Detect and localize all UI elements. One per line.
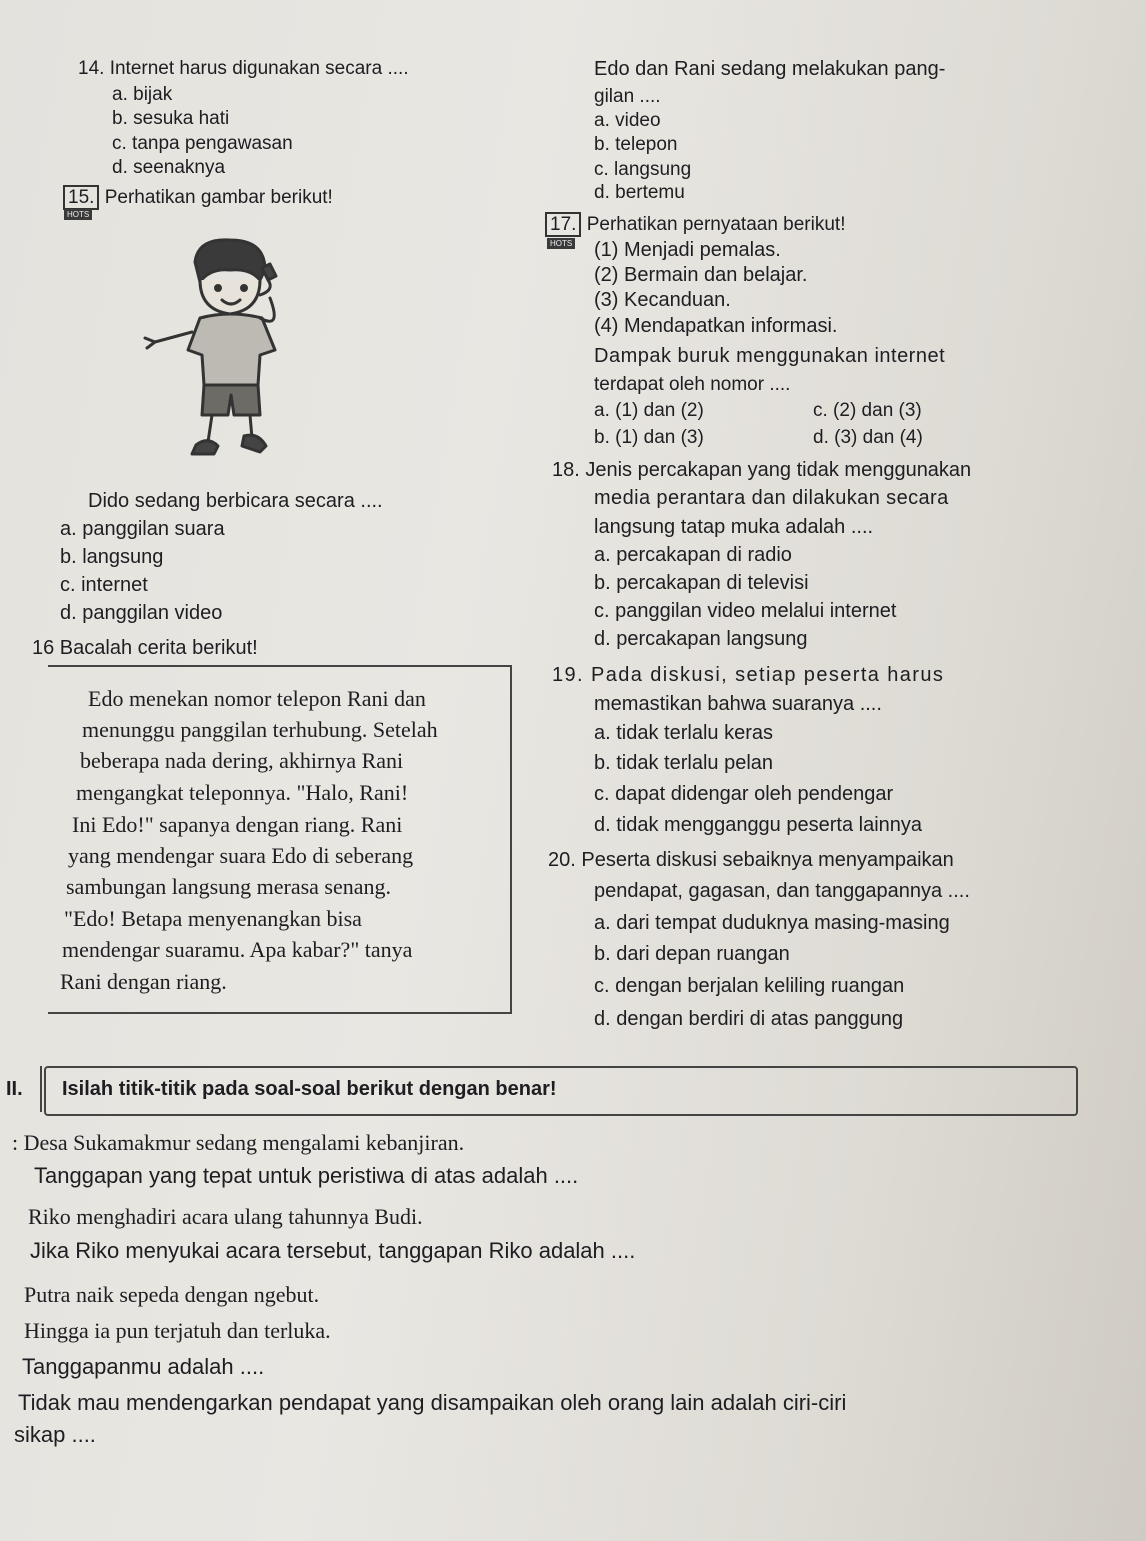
q20-line-1: 20. Peserta diskusi sebaiknya menyampaikan [548,849,954,871]
q17-option-c: c. (2) dan (3) [813,400,922,421]
q15-option-d: d. panggilan video [60,602,223,624]
q15-caption: Dido sedang berbicara secara .... [88,490,383,512]
q18-option-a: a. percakapan di radio [594,544,792,566]
story-line-2: menunggu panggilan terhubung. Setelah [82,717,438,742]
q15-question: Perhatikan gambar berikut! [104,187,333,208]
q14-option-d: d. seenaknya [112,157,226,178]
essay-line-1: : Desa Sukamakmur sedang mengalami kebanjiran. [12,1130,465,1155]
q13-option-d: d. bertemu [594,182,685,203]
q17-hots-badge: HOTS [547,238,575,249]
story-line-5: Ini Edo!" sapanya dengan riang. Rani [72,812,403,837]
q20-option-b: b. dari depan ruangan [594,943,790,965]
q17-prompt-1: Dampak buruk menggunakan internet [594,345,946,367]
q17-option-b: b. (1) dan (3) [594,427,704,448]
q20-option-c: c. dengan berjalan keliling ruangan [594,975,905,997]
boy-on-phone-illustration [100,210,350,475]
q18-option-d: d. percakapan langsung [594,628,808,650]
q17-statement-4: (4) Mendapatkan informasi. [594,315,838,337]
q13-line-2: gilan .... [594,86,661,107]
q17-number: 17. [545,212,581,237]
essay-line-2: Tanggapan yang tepat untuk peristiwa di atas adalah .... [34,1163,579,1188]
q14-option-a: a. bijak [112,84,173,105]
section-number: II. [6,1078,23,1100]
q17-prompt-2: terdapat oleh nomor .... [594,374,791,395]
story-line-3: beberapa nada dering, akhirnya Rani [80,748,404,773]
story-line-8: "Edo! Betapa menyenangkan bisa [64,906,362,931]
q17-question: Perhatikan pernyataan berikut! [586,214,846,235]
q17-option-d: d. (3) dan (4) [813,427,923,448]
q19-option-d: d. tidak mengganggu peserta lainnya [594,814,923,836]
q15-hots-badge: HOTS [64,209,92,220]
q17-statement-3: (3) Kecanduan. [594,289,731,311]
q15-option-c: c. internet [60,574,148,596]
q19-option-a: a. tidak terlalu keras [594,722,773,744]
story-line-10: Rani dengan riang. [60,969,227,994]
q15-option-a: a. panggilan suara [60,518,225,540]
q17-statement-2: (2) Bermain dan belajar. [594,264,808,286]
q13-option-b: b. telepon [594,134,678,155]
q18-line-2: media perantara dan dilakukan secara [594,487,949,509]
essay-line-7: Tanggapanmu adalah .... [22,1354,265,1379]
q15-header [63,187,333,209]
q19-line-2: memastikan bahwa suaranya .... [594,693,882,715]
q13-line-1: Edo dan Rani sedang melakukan pang- [594,58,946,80]
essay-line-8: Tidak mau mendengarkan pendapat yang disampaikan oleh orang lain adalah ciri-ciri [18,1390,847,1415]
q18-line-1: 18. Jenis percakapan yang tidak menggunakan [552,459,972,481]
q19-option-c: c. dapat didengar oleh pendengar [594,783,894,805]
q19-line-1: 19. Pada diskusi, setiap peserta harus [552,664,945,686]
essay-line-5: Putra naik sepeda dengan ngebut. [24,1282,320,1307]
essay-line-3: Riko menghadiri acara ulang tahunnya Budi. [28,1204,423,1229]
q18-option-c: c. panggilan video melalui internet [594,600,897,622]
q20-line-2: pendapat, gagasan, dan tanggapannya .... [594,880,970,902]
essay-line-6: Hingga ia pun terjatuh dan terluka. [24,1318,331,1343]
story-line-7: sambungan langsung merasa senang. [66,874,392,899]
q20-option-d: d. dengan berdiri di atas panggung [594,1008,904,1030]
q15-option-b: b. langsung [60,546,164,568]
q18-line-3: langsung tatap muka adalah .... [594,516,874,538]
q14-option-c: c. tanpa pengawasan [112,133,293,154]
q17-header [545,214,845,236]
q17-statement-1: (1) Menjadi pemalas. [594,239,781,261]
q14-option-b: b. sesuka hati [112,108,230,129]
essay-line-9: sikap .... [14,1422,96,1447]
essay-line-4: Jika Riko menyukai acara tersebut, tanggapan Riko adalah .... [30,1238,636,1263]
q19-option-b: b. tidak terlalu pelan [594,752,774,774]
q20-option-a: a. dari tempat duduknya masing-masing [594,912,950,934]
q18-option-b: b. percakapan di televisi [594,572,809,594]
q13-option-c: c. langsung [594,159,692,180]
story-line-4: mengangkat teleponnya. "Halo, Rani! [76,780,409,805]
q16-question: 16 Bacalah cerita berikut! [32,637,258,659]
q15-number: 15. [63,185,99,210]
q13-option-a: a. video [594,110,661,131]
story-line-1: Edo menekan nomor telepon Rani dan [88,686,426,711]
section-title: Isilah titik-titik pada soal-soal berikut dengan benar! [62,1078,557,1100]
q14-question: 14. Internet harus digunakan secara .... [78,58,409,79]
story-line-6: yang mendengar suara Edo di seberang [68,843,414,868]
story-line-9: mendengar suaramu. Apa kabar?" tanya [62,937,413,962]
q17-option-a: a. (1) dan (2) [594,400,704,421]
